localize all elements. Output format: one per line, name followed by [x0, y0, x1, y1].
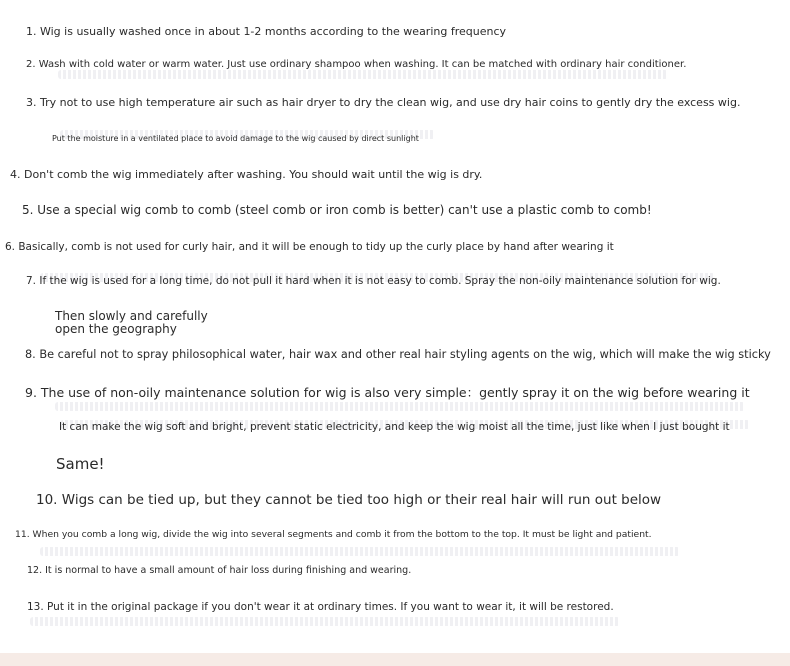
instruction-4: 4. Don't comb the wig immediately after washing. You should wait until the wig is dry.: [10, 168, 483, 181]
instruction-9-same: Same!: [56, 455, 105, 473]
instruction-2: 2. Wash with cold water or warm water. Just use ordinary shampoo when washing. It can be matched with ordinary hair conditioner.: [26, 59, 687, 70]
ghost-text: [40, 547, 680, 556]
instruction-1: 1. Wig is usually washed once in about 1-2 months according to the wearing frequency: [26, 25, 507, 38]
ghost-text: [58, 70, 668, 79]
instruction-13: 13. Put it in the original package if you don't wear it at ordinary times. If you want to wear it, it will be restored.: [27, 601, 614, 613]
instruction-8: 8. Be careful not to spray philosophical water, hair wax and other real hair styling agents on the wig, which will make the wig sticky: [25, 348, 771, 361]
instruction-12: 12. It is normal to have a small amount of hair loss during finishing and wearing.: [27, 565, 412, 576]
instruction-9-note: It can make the wig soft and bright, prevent static electricity, and keep the wig moist all the time, just like when I just bought it: [59, 421, 730, 433]
instruction-7-note-2: open the geography: [55, 322, 177, 336]
instruction-5: 5. Use a special wig comb to comb (steel comb or iron comb is better) can't use a plastic comb to comb!: [22, 203, 652, 217]
instruction-11: 11. When you comb a long wig, divide the wig into several segments and comb it from the bottom to the top. It must be light and patient.: [15, 529, 652, 540]
ghost-text: [55, 402, 745, 411]
footer-band: [0, 653, 790, 666]
instruction-7-note-1: Then slowly and carefully: [55, 309, 208, 323]
instruction-3: 3. Try not to use high temperature air such as hair dryer to dry the clean wig, and use dry hair coins to gently dry the excess wig.: [26, 96, 741, 109]
ghost-text: [30, 617, 620, 626]
instruction-9: 9. The use of non-oily maintenance solution for wig is also very simple：gently spray it on the wig before wearing it: [25, 385, 750, 400]
instruction-6: 6. Basically, comb is not used for curly hair, and it will be enough to tidy up the curly place by hand after wearing it: [5, 241, 614, 253]
instruction-7: 7. If the wig is used for a long time, do not pull it hard when it is not easy to comb. Spray the non-oily maintenance solution for wig.: [26, 275, 721, 287]
instruction-3-note: Put the moisture in a ventilated place to avoid damage to the wig caused by direct sunlight: [52, 134, 419, 143]
instruction-10: 10. Wigs can be tied up, but they cannot be tied too high or their real hair will run out below: [36, 492, 662, 508]
